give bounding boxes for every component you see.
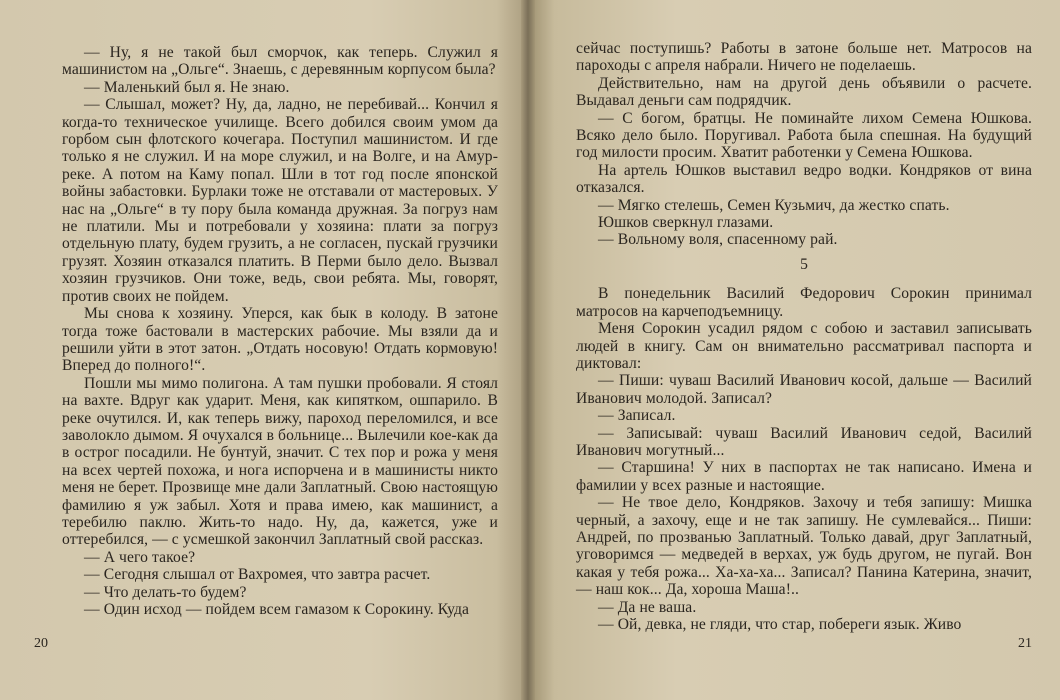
paragraph: — Не твое дело, Кондряков. Захочу и тебя запишу: Мишка черный, а захочу, еще и не так запишу. Не сумлевайся... Пиши: Андрей, по прозванью Заплатный. Только давай, друг Заплатный, уговоримся — медведей в верхах, уж будь другом, не пугай. Вон какая у тебя рожа... Ха-ха-ха... Записал? Панина Катерина, значит, — наш кок... Да, хороша Маша!.. bbox=[576, 494, 1032, 599]
chapter-number: 5 bbox=[800, 255, 808, 273]
paragraph: сейчас поступишь? Работы в затоне больше нет. Матросов на пароходы с апреля набрали. Ничего не поделаешь. bbox=[576, 40, 1032, 75]
paragraph: — Старшина! У них в паспортах не так написано. Имена и фамилии у всех разные и настоящие. bbox=[576, 459, 1032, 494]
left-page-text bbox=[62, 44, 498, 618]
paragraph: На артель Юшков выставил ведро водки. Кондряков от вина отказался. bbox=[576, 161, 1032, 197]
paragraph: Пошли мы мимо полигона. А там пушки пробовали. Я стоял на вахте. Вдруг как ударит. Меня, как кипятком, ошпарило. В реке очутился. И, как теперь вижу, пароход переломился, и все заволокло дымом. Я очухался в больнице... Вылечили кое-как да в острог посадили. Не бунтуй, значит. С тех пор и рожа у меня на всех чертей похожа, и нога испорчена и в машинисты никто меня не берет. Прозвище мне дали Заплатный. Свою настоящую фамилию я уж забыл. Хотя и права имею, как машинист, а теребилю паклю. Жить-то надо. Ну, да, кажется, уже и оттеребился, — с усмешкой закончил Заплатный свой рассказ. bbox=[62, 374, 498, 549]
right-page bbox=[528, 0, 1060, 700]
paragraph: В понедельник Василий Федорович Сорокин принимал матросов на карчеподъемницу. bbox=[576, 285, 1032, 320]
paragraph: — А чего такое? bbox=[84, 548, 196, 566]
paragraph: — Да не ваша. bbox=[598, 598, 697, 616]
paragraph: — Слышал, может? Ну, да, ладно, не перебивай... Кончил я когда-то техническое училище. Всего добился своим умом да горбом сын флотского кочегара. Поступил машинистом. И где только я не служил. И на море служил, и на Волге, и на Амур-реке. А потом на Каму попал. Шли в тот год после японской войны забастовки. Бурлаки тоже не отставали от мастеровых. У нас на „Ольге“ в ту пору была команда дружная. За погруз нам не платили. Мы и потребовали у хозяина: плати за погруз отдельную плату, будем грузить, а не согласен, пускай грузчики грузят. Хозяин отказался платить. В Перми было дело. Вызвал хозяин грузчиков. Они тоже, ведь, свои ребята. Мы, говорят, против своих не пойдем. bbox=[62, 96, 498, 305]
paragraph: — Ну, я не такой был сморчок, как теперь. Служил я машинистом на „Ольге“. Знаешь, с деревянным корпусом была? bbox=[62, 44, 498, 79]
paragraph: Юшков сверкнул глазами. bbox=[598, 214, 774, 232]
paragraph: Действительно, нам на другой день объявили о расчете. Выдавал деньги сам подрядчик. bbox=[576, 74, 1032, 110]
book-gutter bbox=[521, 0, 535, 700]
left-page bbox=[0, 0, 528, 700]
paragraph: — С богом, братцы. Не поминайте лихом Семена Юшкова. Всяко дело было. Поругивал. Работа была спешная. На будущий год милости просим. Хватит работенки у Семена Юшкова. bbox=[576, 109, 1032, 162]
page-number-left: 20 bbox=[34, 636, 48, 651]
paragraph: — Один исход — пойдем всем гамазом к Сорокину. Куда bbox=[84, 601, 470, 618]
paragraph: — Что делать-то будем? bbox=[84, 583, 247, 601]
paragraph: — Вольному воля, спасенному рай. bbox=[598, 231, 838, 249]
paragraph: — Мягко стелешь, Семен Кузьмич, да жестко спать. bbox=[598, 196, 950, 214]
paragraph: Мы снова к хозяину. Уперся, как бык в колоду. В затоне тогда тоже бастовали в мастерских рабочие. Мы взяли да и решили уйти в этот затон. „Отдать носовую! Отдать кормовую! Вперед до полного!“. bbox=[62, 305, 498, 375]
paragraph: — Записывай: чуваш Василий Иванович седой, Василий Иванович могутный... bbox=[576, 424, 1032, 459]
paragraph: — Маленький был я. Не знаю. bbox=[84, 78, 290, 96]
paragraph: — Записал. bbox=[598, 407, 676, 425]
paragraph: Меня Сорокин усадил рядом с собою и заставил записывать людей в книгу. Сам он внимательно рассматривал паспорта и диктовал: bbox=[576, 320, 1032, 372]
paragraph: — Ой, девка, не гляди, что стар, побереги язык. Живо bbox=[598, 616, 962, 633]
page-number-right: 21 bbox=[1018, 636, 1032, 651]
paragraph: — Сегодня слышал от Вахромея, что завтра расчет. bbox=[84, 566, 431, 584]
paragraph: — Пиши: чуваш Василий Иванович косой, дальше — Василий Иванович молодой. Записал? bbox=[576, 372, 1032, 407]
right-page-text bbox=[576, 40, 1032, 633]
